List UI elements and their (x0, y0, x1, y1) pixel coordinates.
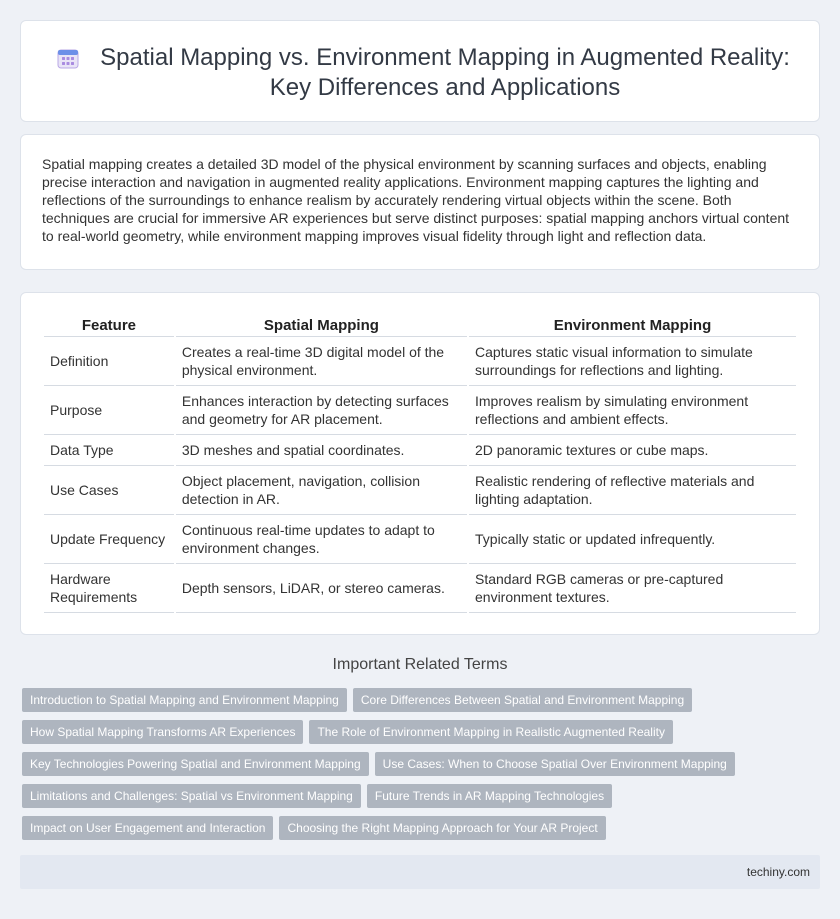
comparison-table (42, 315, 798, 613)
related-term-tag[interactable]: Core Differences Between Spatial and Environment Mapping (353, 688, 692, 712)
table-cell: Creates a real-time 3D digital model of the physical environment. (176, 337, 467, 386)
related-terms-heading: Important Related Terms (332, 656, 508, 673)
table-cell: Depth sensors, LiDAR, or stereo cameras. (176, 564, 467, 613)
table-row (44, 564, 796, 613)
table-cell: Data Type (44, 435, 174, 466)
title-card (20, 20, 820, 122)
table-row (44, 337, 796, 386)
related-term-tag[interactable]: Key Technologies Powering Spatial and Environment Mapping (22, 752, 369, 776)
table-row (44, 435, 796, 466)
table-header-spatial: Spatial Mapping (176, 315, 467, 337)
related-term-tag[interactable]: Impact on User Engagement and Interaction (22, 816, 273, 840)
intro-card (20, 134, 820, 270)
table-cell: Standard RGB cameras or pre-captured environment textures. (469, 564, 796, 613)
intro-paragraph: Spatial mapping creates a detailed 3D model of the physical environment by scanning surfaces and objects, enabling precise interaction and navigation in augmented reality applications. Environment mapping captures the lighting and reflections of the surroundings to enhance realism by accurately rendering virtual objects within the scene. Both techniques are crucial for immersive AR experiences but serve distinct purposes: spatial mapping anchors virtual content to real-world geometry, while environment mapping improves visual fidelity through light and reflection data. (42, 156, 790, 244)
table-header-environment: Environment Mapping (469, 315, 796, 337)
table-cell: Use Cases (44, 466, 174, 515)
related-term-tag[interactable]: Choosing the Right Mapping Approach for Your AR Project (279, 816, 605, 840)
table-cell: 2D panoramic textures or cube maps. (469, 435, 796, 466)
table-row (44, 386, 796, 435)
table-cell: Realistic rendering of reflective materials and lighting adaptation. (469, 466, 796, 515)
table-cell: 3D meshes and spatial coordinates. (176, 435, 467, 466)
table-cell: Captures static visual information to simulate surroundings for reflections and lighting. (469, 337, 796, 386)
related-term-tag[interactable]: The Role of Environment Mapping in Realistic Augmented Reality (309, 720, 673, 744)
page-title: Spatial Mapping vs. Environment Mapping in Augmented Reality: Key Differences and Applications (100, 44, 790, 101)
table-cell: Update Frequency (44, 515, 174, 564)
table-cell: Hardware Requirements (44, 564, 174, 613)
table-cell: Typically static or updated infrequently. (469, 515, 796, 564)
related-term-tag[interactable]: Limitations and Challenges: Spatial vs Environment Mapping (22, 784, 361, 808)
related-terms-list (22, 688, 822, 848)
table-row (44, 515, 796, 564)
footer (20, 855, 820, 889)
table-header-feature: Feature (44, 315, 174, 337)
related-term-tag[interactable]: How Spatial Mapping Transforms AR Experiences (22, 720, 303, 744)
related-term-tag[interactable]: Future Trends in AR Mapping Technologies (367, 784, 612, 808)
table-cell: Improves realism by simulating environment reflections and ambient effects. (469, 386, 796, 435)
related-term-tag[interactable]: Use Cases: When to Choose Spatial Over Environment Mapping (375, 752, 735, 776)
table-cell: Purpose (44, 386, 174, 435)
related-term-tag[interactable]: Introduction to Spatial Mapping and Environment Mapping (22, 688, 347, 712)
table-cell: Continuous real-time updates to adapt to environment changes. (176, 515, 467, 564)
table-cell: Definition (44, 337, 174, 386)
table-row (44, 466, 796, 515)
table-cell: Enhances interaction by detecting surfaces and geometry for AR placement. (176, 386, 467, 435)
table-cell: Object placement, navigation, collision detection in AR. (176, 466, 467, 515)
footer-site-link[interactable]: techiny.com (746, 865, 810, 879)
comparison-table-card (20, 292, 820, 635)
